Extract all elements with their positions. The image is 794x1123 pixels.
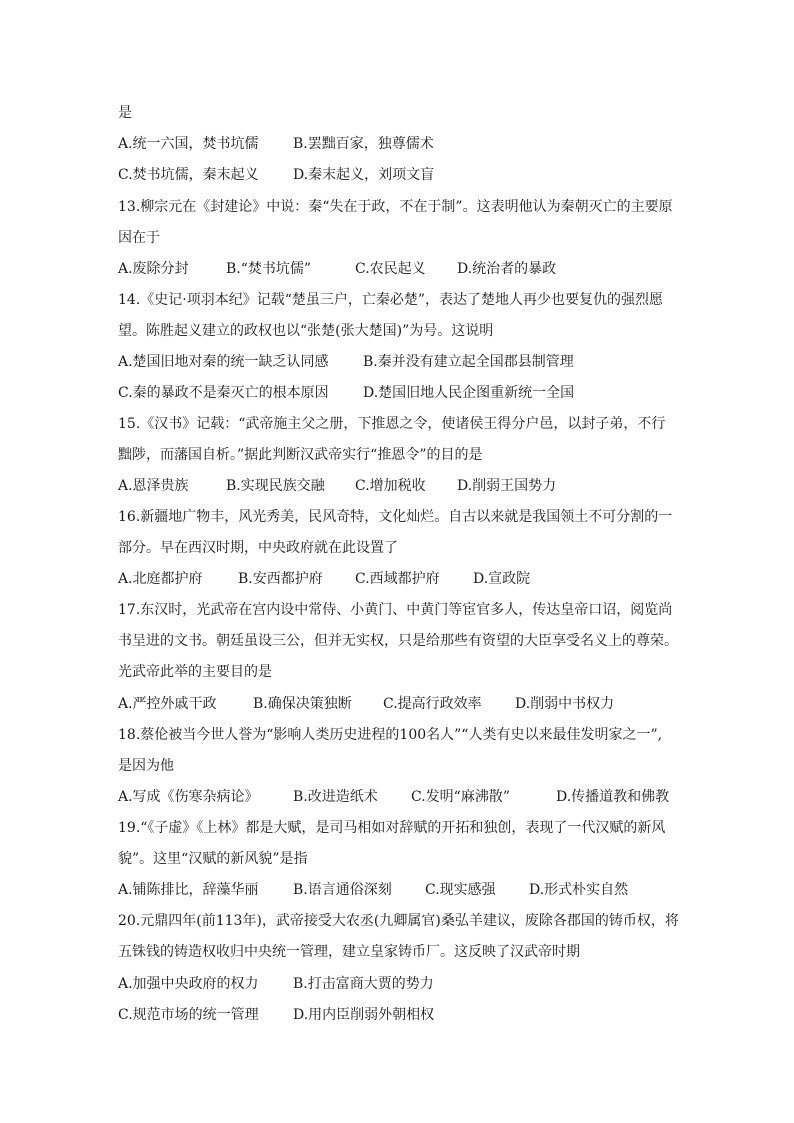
question-12-option-a: A.统一六国，焚书坑儒 xyxy=(118,136,259,152)
question-17-stem-line-2: 书呈进的文书。朝廷虽设三公，但并无实权，只是给那些有资望的大臣享受名义上的尊荣。 xyxy=(118,633,678,649)
question-19-option-a: A.铺陈排比，辞藻华丽 xyxy=(118,882,259,898)
question-20-option-a: A.加强中央政府的权力 xyxy=(118,976,259,992)
question-19-stem-line-1: 19.“《子虚》《上林》都是大赋，是司马相如对辞赋的开拓和独创，表现了一代汉赋的新风 xyxy=(118,820,666,836)
question-20-stem-line-2: 五铢钱的铸造权收归中央统一管理，建立皇家铸币厂。这反映了汉武帝时期 xyxy=(118,944,580,960)
question-20-option-b: B.打击富商大贾的势力 xyxy=(293,976,434,992)
question-17-stem-line-1: 17.东汉时，光武帝在宫内设中常侍、小黄门、中黄门等宦官多人，传达皇帝口诏，阅览尚 xyxy=(118,602,673,618)
question-19-option-b: B.语言通俗深刻 xyxy=(293,882,392,898)
question-16-option-d: D.宣政院 xyxy=(473,571,531,587)
question-13-option-a: A.废除分封 xyxy=(118,261,189,277)
question-13-option-b: B.“焚书坑儒” xyxy=(226,261,312,277)
question-15-stem-line-1: 15.《汉书》记载：“武帝施主父之册，下推恩之令，使诸侯王得分户邑，以封子弟，不行 xyxy=(118,416,666,432)
question-12-option-c: C.焚书坑儒，秦末起义 xyxy=(118,167,259,183)
question-13-stem-line-2: 因在于 xyxy=(118,230,160,246)
question-13-option-d: D.统治者的暴政 xyxy=(457,261,557,277)
question-17-option-b: B.确保决策独断 xyxy=(253,696,352,712)
question-12-stem-tail: 是 xyxy=(118,105,132,121)
question-15-option-c: C.增加税收 xyxy=(355,478,426,494)
question-18-option-a: A.写成《伤寒杂病论》 xyxy=(118,789,259,805)
question-15-option-a: A.恩泽贵族 xyxy=(118,478,189,494)
question-14-option-c: C.秦的暴政不是秦灭亡的根本原因 xyxy=(118,385,329,401)
question-20-stem-line-1: 20.元鼎四年(前113年)，武帝接受大农丞(九卿属官)桑弘羊建议，废除各郡国的铸币权，将 xyxy=(118,913,679,929)
question-17-option-c: C.提高行政效率 xyxy=(383,696,482,712)
question-16-stem-line-2: 部分。早在西汉时期，中央政府就在此设置了 xyxy=(118,540,398,556)
question-17-stem-line-3: 光武帝此举的主要目的是 xyxy=(118,664,272,680)
question-12-option-d: D.秦末起义，刘项文盲 xyxy=(293,167,435,183)
question-12-option-b: B.罢黜百家，独尊儒术 xyxy=(293,136,434,152)
question-18-option-d: D.传播道教和佛教 xyxy=(556,789,670,805)
question-14-stem-line-1: 14.《史记·项羽本纪》记载“楚虽三户，亡秦必楚”，表达了楚地人再少也要复仇的强烈愿 xyxy=(118,292,664,308)
question-19-option-c: C.现实感强 xyxy=(425,882,496,898)
question-20-option-c: C.规范市场的统一管理 xyxy=(118,1007,259,1023)
question-14-option-d: D.楚国旧地人民企图重新统一全国 xyxy=(363,385,575,401)
question-15-stem-line-2: 黜陟，而藩国自析。”据此判断汉武帝实行“推恩令”的目的是 xyxy=(118,447,483,463)
question-16-option-a: A.北庭都护府 xyxy=(118,571,203,587)
question-18-option-c: C.发明“麻沸散” xyxy=(411,789,510,805)
question-15-option-d: D.削弱王国势力 xyxy=(457,478,557,494)
question-14-option-a: A.楚国旧地对秦的统一缺乏认同感 xyxy=(118,354,329,370)
question-19-option-d: D.形式朴实自然 xyxy=(529,882,629,898)
question-18-stem-line-2: 是因为他 xyxy=(118,758,174,774)
question-18-stem-line-1: 18.蔡伦被当今世人誉为“影响人类历史进程的100名人”“人类有史以来最佳发明家之一”, xyxy=(118,727,663,743)
question-17-option-a: A.严控外戚干政 xyxy=(118,696,217,712)
question-16-option-c: C.西域都护府 xyxy=(355,571,440,587)
question-13-stem-line-1: 13.柳宗元在《封建论》中说：秦“失在于政，不在于制”。这表明他认为秦朝灭亡的主要原 xyxy=(118,199,673,215)
question-15-option-b: B.实现民族交融 xyxy=(226,478,325,494)
question-16-stem-line-1: 16.新疆地广物丰，风光秀美，民风奇特，文化灿烂。自古以来就是我国领土不可分割的一 xyxy=(118,509,673,525)
question-19-stem-line-2: 貌”。这里“汉赋的新风貌”是指 xyxy=(118,851,308,867)
question-18-option-b: B.改进造纸术 xyxy=(293,789,378,805)
question-13-option-c: C.农民起义 xyxy=(355,261,426,277)
question-16-option-b: B.安西都护府 xyxy=(238,571,323,587)
question-14-stem-line-2: 望。陈胜起义建立的政权也以“张楚(张大楚国)”为号。这说明 xyxy=(118,323,494,339)
question-17-option-d: D.削弱中书权力 xyxy=(515,696,615,712)
question-20-option-d: D.用内臣削弱外朝相权 xyxy=(293,1007,435,1023)
question-14-option-b: B.秦并没有建立起全国郡县制管理 xyxy=(363,354,574,370)
